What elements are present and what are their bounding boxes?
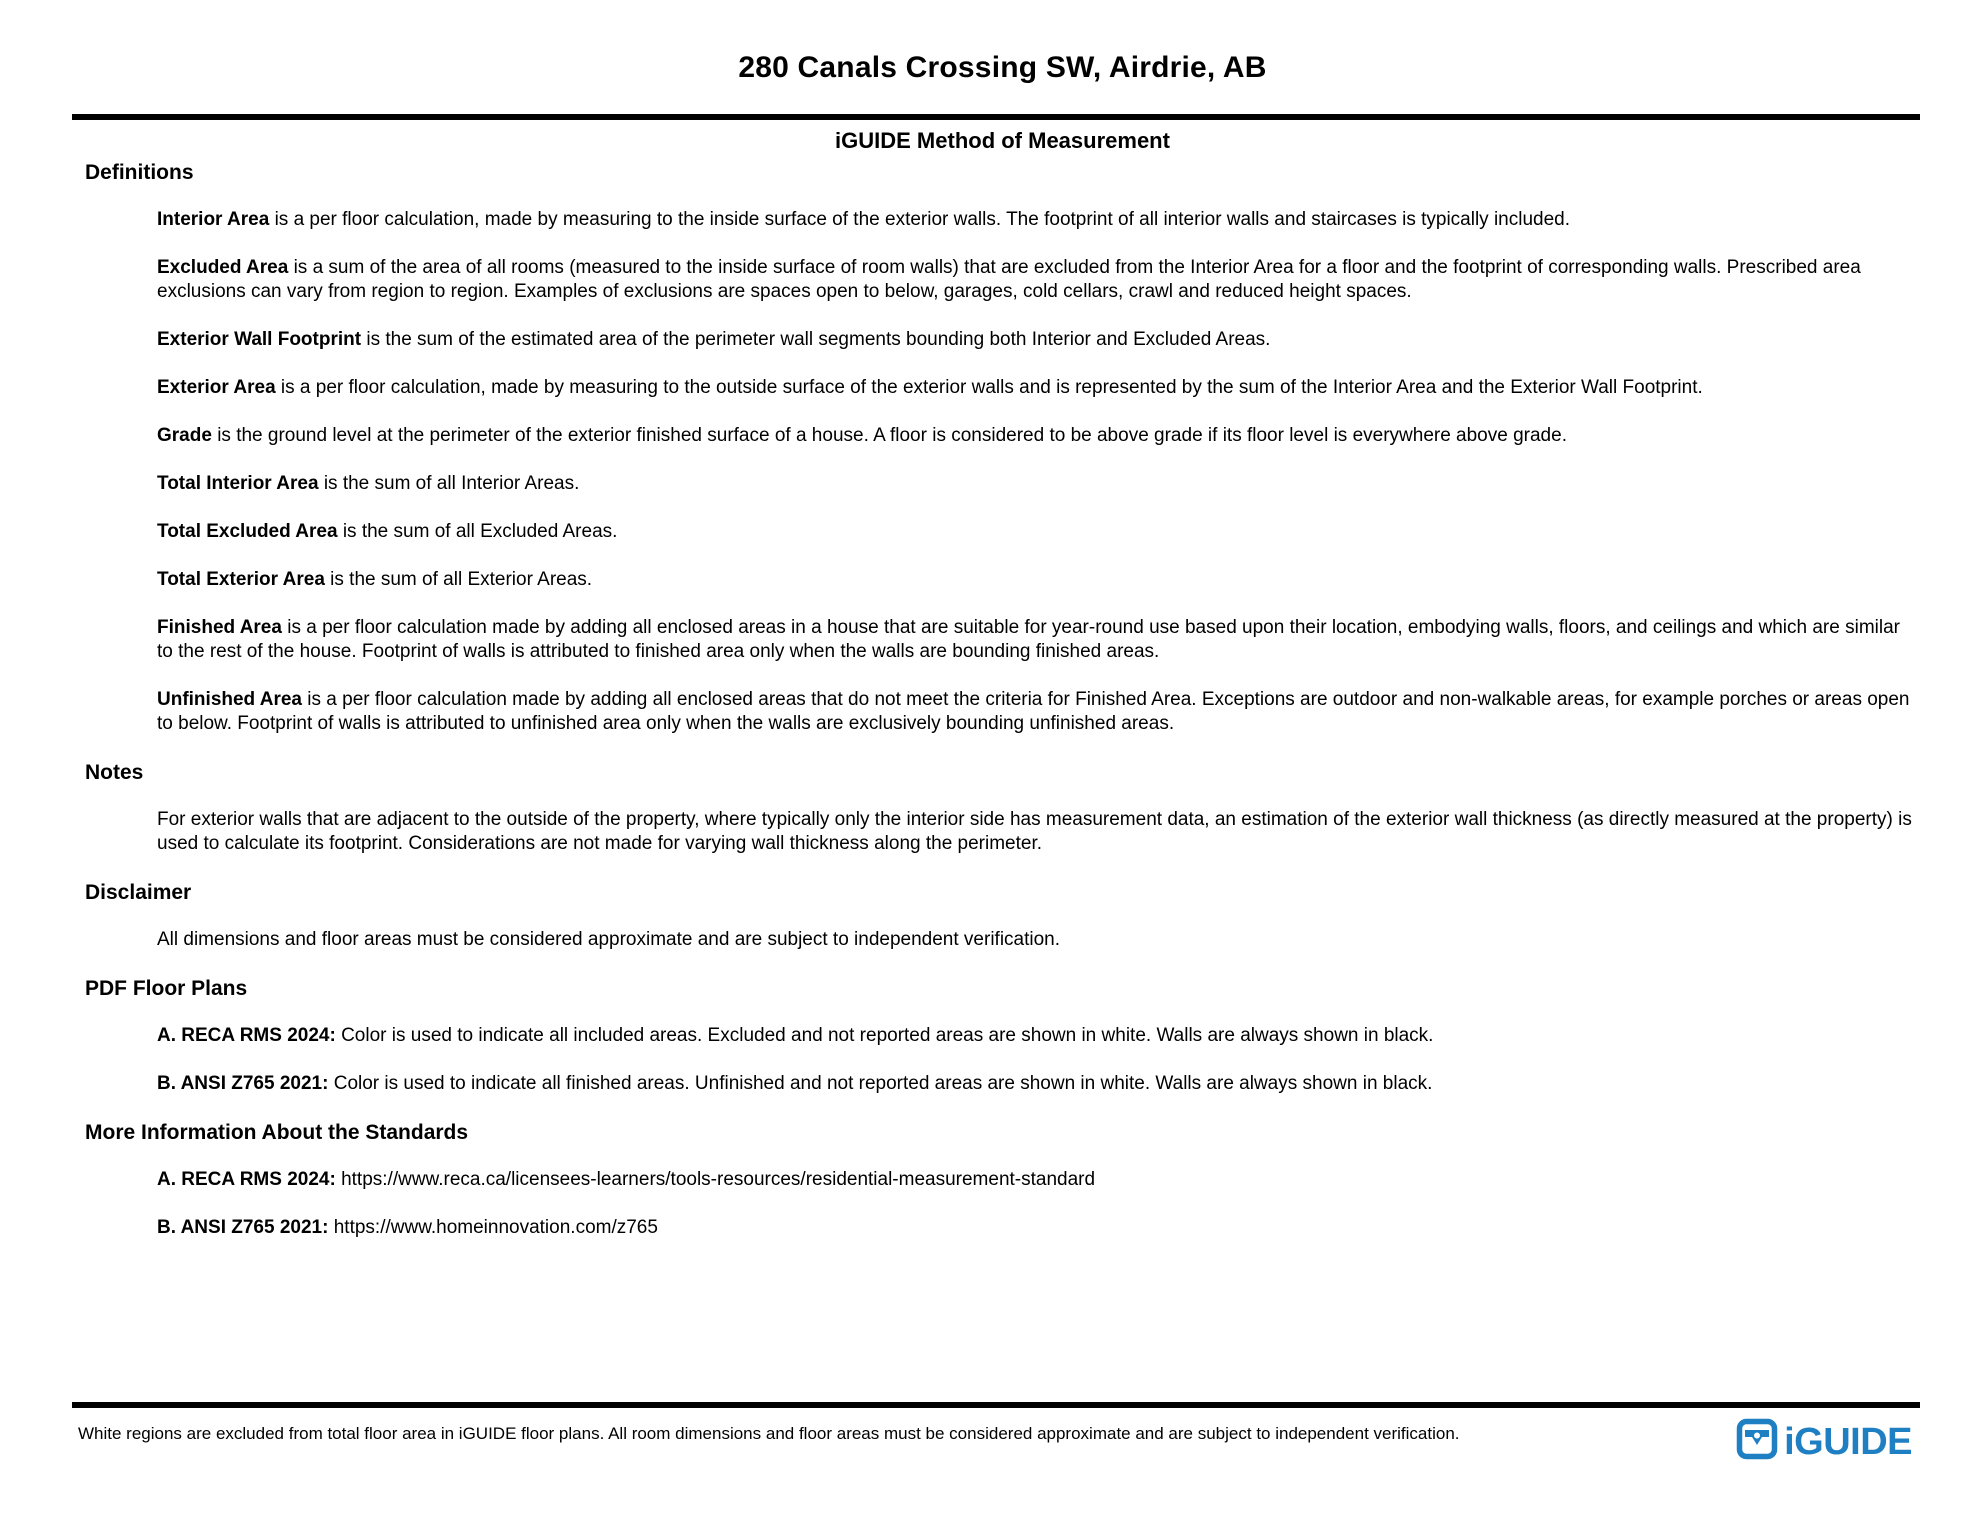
definition-text: is a per floor calculation made by adding all enclosed areas that do not meet the criteria for Finished Area. Exceptions are outdoor and non-walkable areas, for example porches or areas open to below. Footprint of walls is attributed to unfinished area only when the walls are exclusively bounding unfinished areas. xyxy=(157,689,1910,734)
disclaimer-paragraph: All dimensions and floor areas must be considered approximate and are subject to independent verification. xyxy=(157,929,1061,950)
definition-term: Exterior Area xyxy=(157,377,276,398)
iguide-camera-icon xyxy=(1736,1418,1778,1465)
definition-unfinished-area xyxy=(157,688,1920,736)
standard-label: A. RECA RMS 2024: xyxy=(157,1169,336,1190)
definition-excluded-area xyxy=(157,256,1920,304)
definition-interior-area xyxy=(157,208,1920,232)
standard-label: A. RECA RMS 2024: xyxy=(157,1025,336,1046)
definition-term: Unfinished Area xyxy=(157,689,302,710)
standard-text: Color is used to indicate all included areas. Excluded and not reported areas are shown in white. Walls are always shown in black. xyxy=(341,1025,1434,1046)
definition-text: is a sum of the area of all rooms (measured to the inside surface of room walls) that are excluded from the Interior Area for a floor and the footprint of corresponding walls. Prescribed area exclusions can vary from region to region. Examples of exclusions are spaces open to below, garages, cold cellars, crawl and reduced height spaces. xyxy=(157,257,1861,302)
definition-term: Finished Area xyxy=(157,617,282,638)
definitions-heading: Definitions xyxy=(85,161,194,184)
page-footer xyxy=(72,1402,1920,1465)
definition-total-interior-area xyxy=(157,472,1920,496)
notes-heading: Notes xyxy=(85,761,144,784)
definition-exterior-wall-footprint xyxy=(157,328,1920,352)
footer-note: White regions are excluded from total floor area in iGUIDE floor plans. All room dimensions and floor areas must be considered approximate and are subject to independent verification. xyxy=(78,1424,1460,1443)
standard-url: https://www.homeinnovation.com/z765 xyxy=(333,1217,658,1238)
definition-total-excluded-area xyxy=(157,520,1920,544)
pdf-floor-plans-item-reca xyxy=(157,1024,1920,1048)
more-information-heading: More Information About the Standards xyxy=(85,1121,469,1144)
definition-text: is a per floor calculation, made by measuring to the inside surface of the exterior walls. The footprint of all interior walls and staircases is typically included. xyxy=(274,209,1571,230)
definition-text: is a per floor calculation, made by measuring to the outside surface of the exterior walls and is represented by the sum of the Interior Area and the Exterior Wall Footprint. xyxy=(280,377,1703,398)
iguide-logo-text: iGUIDE xyxy=(1784,1420,1912,1463)
definition-text: is the sum of the estimated area of the perimeter wall segments bounding both Interior and Excluded Areas. xyxy=(366,329,1271,350)
title-divider xyxy=(72,114,1920,120)
definition-total-exterior-area xyxy=(157,568,1920,592)
definition-term: Interior Area xyxy=(157,209,270,230)
iguide-logo xyxy=(1736,1418,1912,1465)
footer-divider xyxy=(72,1402,1920,1408)
notes-paragraph: For exterior walls that are adjacent to the outside of the property, where typically only the interior side has measurement data, an estimation of the exterior wall thickness (as directly measured at the property) is used to calculate its footprint. Considerations are not made for varying wall thickness along the perimeter. xyxy=(157,809,1912,854)
standard-label: B. ANSI Z765 2021: xyxy=(157,1073,329,1094)
more-information-item-ansi xyxy=(157,1216,1920,1240)
definition-exterior-area xyxy=(157,376,1920,400)
definition-text: is the sum of all Excluded Areas. xyxy=(342,521,618,542)
definition-text: is a per floor calculation made by adding all enclosed areas in a house that are suitable for year-round use based upon their location, embodying walls, floors, and ceilings and which are similar to the rest of the house. Footprint of walls is attributed to finished area only when the walls are bounding finished areas. xyxy=(157,617,1900,662)
disclaimer-heading: Disclaimer xyxy=(85,881,192,904)
standard-url: https://www.reca.ca/licensees-learners/tools-resources/residential-measurement-standard xyxy=(341,1169,1096,1190)
page-subtitle: iGUIDE Method of Measurement xyxy=(835,128,1170,153)
pdf-floor-plans-heading: PDF Floor Plans xyxy=(85,977,248,1000)
standard-text: Color is used to indicate all finished areas. Unfinished and not reported areas are shown in white. Walls are always shown in black. xyxy=(333,1073,1433,1094)
definition-term: Total Exterior Area xyxy=(157,569,325,590)
definition-text: is the ground level at the perimeter of the exterior finished surface of a house. A floor is considered to be above grade if its floor level is everywhere above grade. xyxy=(217,425,1567,446)
definition-text: is the sum of all Interior Areas. xyxy=(323,473,580,494)
definition-finished-area xyxy=(157,616,1920,664)
definition-text: is the sum of all Exterior Areas. xyxy=(330,569,593,590)
pdf-floor-plans-item-ansi xyxy=(157,1072,1920,1096)
definition-term: Exterior Wall Footprint xyxy=(157,329,362,350)
definition-term: Total Interior Area xyxy=(157,473,319,494)
page-title: 280 Canals Crossing SW, Airdrie, AB xyxy=(738,51,1267,84)
definition-term: Total Excluded Area xyxy=(157,521,338,542)
definition-term: Excluded Area xyxy=(157,257,289,278)
definition-grade xyxy=(157,424,1920,448)
definition-term: Grade xyxy=(157,425,212,446)
more-information-item-reca xyxy=(157,1168,1920,1192)
standard-label: B. ANSI Z765 2021: xyxy=(157,1217,329,1238)
